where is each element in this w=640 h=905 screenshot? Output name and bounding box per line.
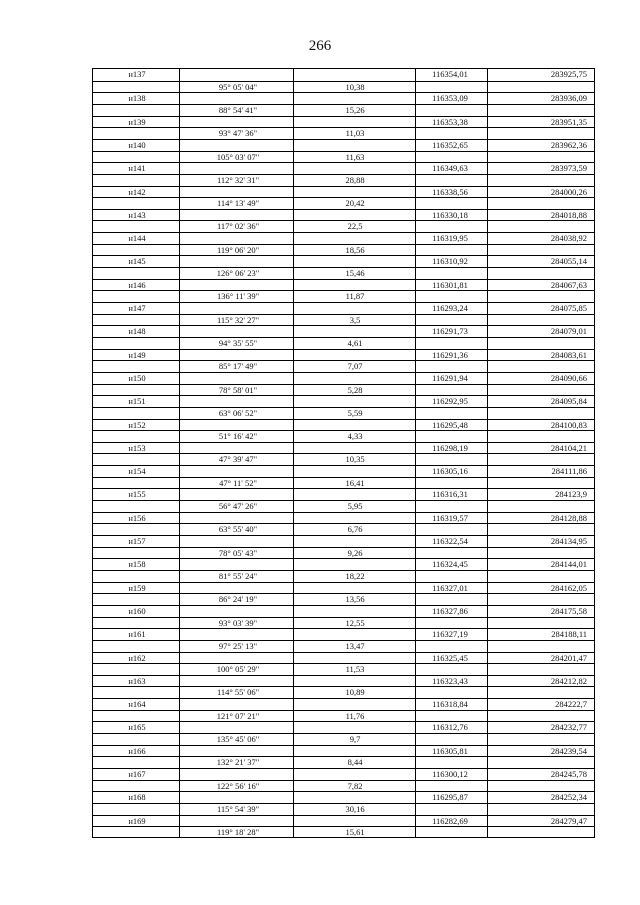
coord-y: 284055,14 [550,256,587,267]
coord-x: 116325,45 [432,652,468,663]
coord-x: 116282,69 [432,815,468,826]
direction-angle: 126° 06' 23" [216,268,260,278]
point-row [93,255,594,267]
coord-x: 116349,63 [432,163,468,174]
direction-angle: 63° 06' 52" [218,407,258,418]
segment-row [93,640,594,652]
point-name: н153 [128,442,146,453]
coord-y: 284188,11 [551,629,587,640]
point-name: н159 [128,582,146,593]
coord-y: 284000,26 [550,186,587,197]
direction-angle: 95° 05' 04" [218,81,258,92]
segment-row [93,290,594,302]
direction-angle: 119° 18' 28" [216,827,260,838]
coordinates-table [92,68,595,838]
segment-length: 11,63 [345,151,365,162]
coord-x: 116298,19 [432,442,468,453]
point-row [93,558,594,570]
point-name: н143 [128,209,146,220]
point-row [93,209,594,221]
direction-angle: 97° 25' 13" [218,640,258,651]
coord-y: 284279,47 [550,815,587,826]
point-name: н148 [128,326,146,337]
segment-length: 13,56 [345,594,365,605]
segment-row [93,826,594,838]
segment-row [93,663,594,675]
segment-row [93,756,594,768]
coord-x: 116291,94 [432,372,468,383]
point-row [93,372,594,384]
coord-x: 116330,18 [432,209,468,220]
coord-y: 284090,66 [550,372,587,383]
coord-x: 116305,16 [432,466,468,477]
point-name: н142 [128,186,146,197]
coord-x: 116293,24 [432,303,468,313]
point-name: н145 [128,256,146,267]
direction-angle: 56° 47' 26" [218,501,258,511]
direction-angle: 114° 13' 49" [216,198,260,209]
segment-row [93,104,594,116]
coord-x: 116353,38 [432,116,468,127]
point-row [93,582,594,594]
point-row [93,791,594,803]
segment-row [93,803,594,815]
coord-y: 284134,95 [550,536,587,546]
point-row [93,698,594,710]
segment-row [93,500,594,512]
coord-y: 283936,09 [550,93,587,104]
coord-y: 284075,85 [550,303,587,313]
segment-row [93,710,594,722]
point-name: н141 [128,163,146,174]
direction-angle: 100° 05' 29" [216,664,260,675]
direction-angle: 63° 55' 40" [218,524,258,535]
coord-x: 116338,56 [432,186,468,197]
direction-angle: 47° 11' 52" [219,477,257,488]
coord-y: 284100,83 [550,419,587,430]
point-row [93,349,594,361]
point-name: н144 [128,233,146,244]
coord-x: 116352,65 [432,139,468,150]
segment-length: 11,76 [345,710,365,721]
coord-y: 284111,86 [551,466,587,477]
point-name: н155 [128,489,146,500]
point-name: н151 [128,396,146,407]
point-row [93,815,594,827]
point-row [93,465,594,477]
coord-x: 116310,92 [432,256,468,267]
direction-angle: 135° 45' 06" [216,734,260,744]
direction-angle: 119° 06' 20" [216,244,260,255]
coord-y: 283951,35 [550,116,587,127]
segment-length: 28,88 [345,174,365,185]
segment-row [93,780,594,792]
direction-angle: 136° 11' 39" [216,291,260,302]
point-name: н139 [128,116,146,127]
segment-length: 3,5 [349,314,361,325]
point-row [93,605,594,617]
segment-row [93,337,594,349]
coord-x: 116323,43 [432,675,468,686]
coord-x: 116300,12 [432,769,468,779]
segment-row [93,174,594,186]
segment-length: 7,07 [347,361,363,372]
segment-length: 15,61 [345,827,365,838]
segment-row [93,523,594,535]
coord-x: 116295,87 [432,792,468,803]
coord-x: 116292,95 [432,396,468,407]
point-row [93,279,594,291]
segment-length: 11,53 [345,664,365,675]
coord-x: 116291,36 [432,349,468,360]
page-number: 266 [308,38,332,54]
segment-row [93,477,594,489]
point-name: н149 [128,349,146,360]
direction-angle: 93° 03' 39" [218,617,258,628]
direction-angle: 51° 16' 42" [218,431,258,442]
segment-row [93,593,594,605]
coord-y: 284104,21 [550,442,587,453]
coord-y: 284201,47 [550,652,587,663]
point-name: н166 [128,745,146,756]
direction-angle: 105° 03' 07" [216,151,260,162]
coord-y: 284175,58 [550,605,587,616]
segment-length: 11,03 [345,128,365,139]
point-row [93,162,594,174]
point-name: н161 [128,629,146,640]
coord-x: 116354,01 [432,69,468,79]
point-name: н168 [128,792,146,803]
direction-angle: 132° 21' 37" [216,757,260,768]
segment-row [93,197,594,209]
point-name: н156 [128,512,146,523]
coord-x: 116301,81 [432,279,468,290]
point-name: н157 [128,536,146,546]
coord-y: 284067,63 [550,279,587,290]
segment-row [93,81,594,93]
direction-angle: 112° 32' 31" [216,174,260,185]
coord-y: 284128,88 [550,512,587,523]
coord-y: 284239,54 [550,745,587,756]
segment-row [93,314,594,326]
segment-row [93,384,594,396]
point-row [93,116,594,128]
direction-angle: 117° 02' 36" [216,221,260,232]
direction-angle: 93° 47' 36" [218,128,258,139]
segment-length: 6,76 [347,524,363,535]
coord-x: 116327,01 [432,582,468,593]
coord-x: 116312,76 [432,722,468,733]
coord-x: 116353,09 [432,93,468,104]
segment-length: 9,7 [349,734,361,744]
direction-angle: 121° 07' 21" [216,710,260,721]
direction-angle: 122° 56' 16" [216,780,260,791]
segment-length: 8,44 [347,757,363,768]
point-row [93,745,594,757]
point-row [93,139,594,151]
direction-angle: 78° 58' 01" [218,384,258,395]
point-name: н160 [128,605,146,616]
point-row [93,325,594,337]
segment-length: 9,26 [347,547,363,558]
coord-y: 284222,7 [555,699,587,710]
segment-length: 5,95 [347,501,363,511]
point-name: н158 [128,559,146,570]
direction-angle: 114° 55' 06" [216,687,260,698]
segment-row [93,407,594,419]
point-row [93,675,594,687]
segment-length: 16,41 [345,477,365,488]
coord-y: 283962,36 [550,139,587,150]
coord-y: 283925,75 [550,69,587,79]
point-row [93,69,594,80]
point-name: н164 [128,699,146,710]
coord-y: 284018,88 [550,209,587,220]
coord-y: 284144,01 [550,559,587,570]
coord-y: 284212,82 [550,675,587,686]
segment-row [93,360,594,372]
point-name: н147 [128,303,146,313]
segment-row [93,151,594,163]
point-row [93,721,594,733]
point-name: н167 [128,769,146,779]
coord-y: 284079,01 [550,326,587,337]
direction-angle: 78° 05' 43" [218,547,258,558]
segment-length: 11,87 [345,291,365,302]
point-name: н163 [128,675,146,686]
coord-y: 284038,92 [550,233,587,244]
point-name: н169 [128,815,146,826]
segment-row [93,127,594,139]
point-row [93,395,594,407]
coord-y: 284162,05 [550,582,587,593]
segment-length: 22,5 [347,221,363,232]
segment-length: 15,26 [345,104,365,115]
point-name: н137 [128,69,146,79]
coord-y: 283973,59 [550,163,587,174]
coord-x: 116327,19 [432,629,468,640]
direction-angle: 115° 32' 27" [216,314,260,325]
segment-row [93,453,594,465]
coord-x: 116305,81 [432,745,468,756]
point-row [93,652,594,664]
segment-row [93,547,594,559]
point-name: н165 [128,722,146,733]
point-name: н162 [128,652,146,663]
segment-length: 18,22 [345,570,365,581]
segment-length: 10,35 [345,454,365,465]
coord-x: 116319,95 [432,233,468,244]
coord-x: 116291,73 [432,326,468,337]
segment-length: 13,47 [345,640,365,651]
segment-length: 10,38 [345,81,365,92]
coord-y: 284232,77 [550,722,587,733]
segment-length: 12,55 [345,617,365,628]
segment-row [93,686,594,698]
point-row [93,186,594,198]
segment-row [93,617,594,629]
coord-x: 116318,84 [432,699,468,710]
point-name: н152 [128,419,146,430]
coord-y: 284083,61 [550,349,587,360]
segment-row [93,267,594,279]
segment-length: 20,42 [345,198,365,209]
segment-length: 18,56 [345,244,365,255]
direction-angle: 115° 54' 39" [216,803,260,814]
segment-length: 15,46 [345,268,365,278]
segment-row [93,430,594,442]
coord-x: 116322,54 [432,536,468,546]
point-row [93,442,594,454]
coord-y: 284123,9 [555,489,587,500]
point-row [93,92,594,104]
segment-row [93,244,594,256]
coord-x: 116319,57 [432,512,468,523]
coord-x: 116324,45 [432,559,468,570]
segment-row [93,220,594,232]
coord-y: 284252,34 [550,792,587,803]
point-row [93,512,594,524]
segment-length: 10,89 [345,687,365,698]
point-name: н146 [128,279,146,290]
point-row [93,302,594,314]
segment-length: 30,16 [345,803,365,814]
segment-row [93,570,594,582]
direction-angle: 85° 17' 49" [218,361,258,372]
segment-length: 4,33 [347,431,363,442]
point-name: н140 [128,139,146,150]
point-row [93,768,594,780]
direction-angle: 94° 35' 55" [218,337,258,348]
coord-x: 116316,31 [432,489,468,500]
coord-y: 284095,84 [550,396,587,407]
point-row [93,535,594,547]
coord-y: 284245,78 [550,769,587,779]
coord-x: 116295,48 [432,419,468,430]
segment-length: 7,82 [347,780,363,791]
direction-angle: 47° 39' 47" [218,454,258,465]
point-name: н154 [128,466,146,477]
point-name: н150 [128,372,146,383]
direction-angle: 86° 24' 19" [218,594,258,605]
segment-length: 5,28 [347,384,363,395]
segment-length: 4,61 [347,337,363,348]
point-row [93,628,594,640]
point-row [93,232,594,244]
point-name: н138 [128,93,146,104]
segment-length: 5,59 [347,407,363,418]
direction-angle: 88° 54' 41" [218,104,258,115]
segment-row [93,733,594,745]
coord-x: 116327,86 [432,605,468,616]
direction-angle: 81° 55' 24" [218,570,258,581]
point-row [93,419,594,431]
point-row [93,488,594,500]
